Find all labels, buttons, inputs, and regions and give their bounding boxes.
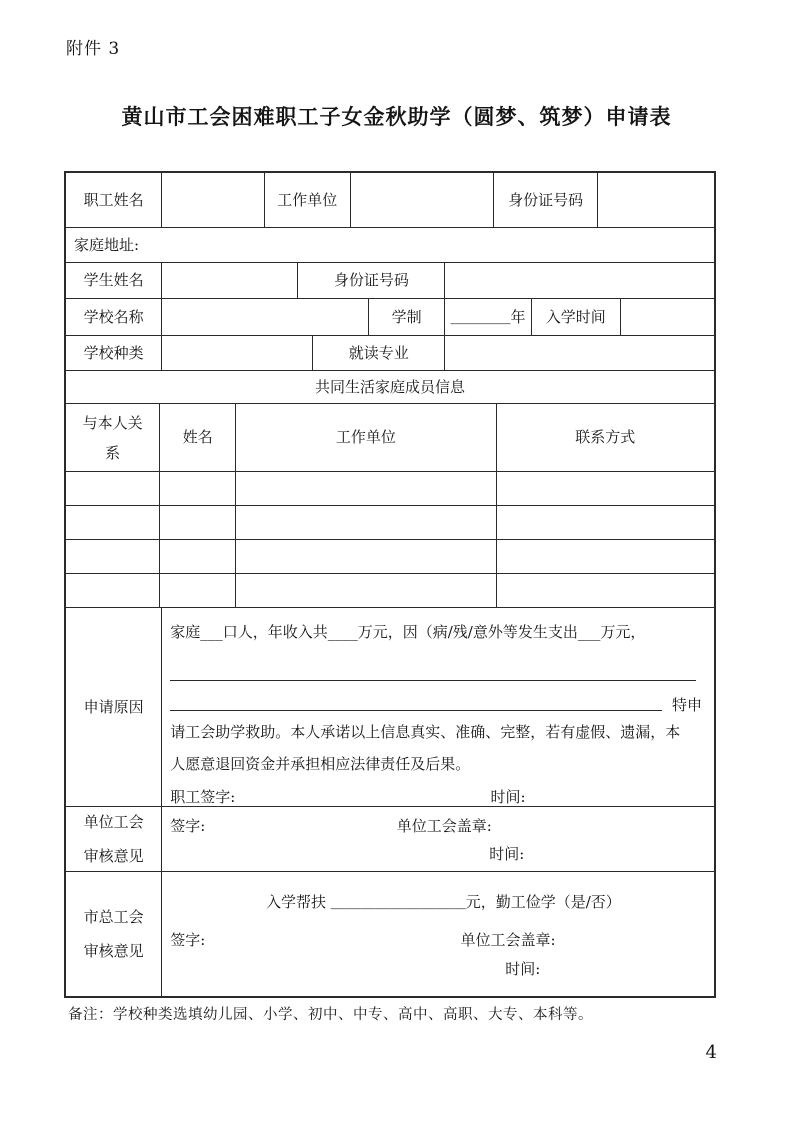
city-union-seal-label: 单位工会盖章:: [460, 931, 556, 949]
address-row: [66, 227, 714, 262]
family-empty-cell: [235, 574, 495, 607]
worker-id-label: 身份证号码: [493, 173, 597, 227]
family-empty-cell: [496, 574, 714, 607]
application-form-table: [64, 171, 716, 998]
family-empty-cell: [66, 472, 159, 505]
page-title: 黄山市工会困难职工子女金秋助学（圆梦、筑梦）申请表: [121, 104, 672, 129]
work-unit-label: 工作单位: [264, 173, 350, 227]
reason-time-label: 时间:: [490, 788, 526, 806]
attachment-label: 附件 3: [66, 39, 121, 59]
reason-line4: 请工会助学救助。本人承诺以上信息真实、准确、完整，若有虚假、遗漏，本: [170, 723, 681, 741]
family-empty-row: [66, 573, 714, 607]
family-section-title-row: [66, 370, 714, 403]
family-empty-cell: [159, 506, 235, 539]
family-empty-row: [66, 471, 714, 505]
family-empty-cell: [235, 472, 495, 505]
worker-signature-label: 职工签字:: [170, 788, 236, 806]
reason-blank-line-2: [170, 710, 662, 711]
family-empty-cell: [159, 472, 235, 505]
reason-line3-suffix: 特申: [671, 695, 702, 714]
unit-union-sign-line: [170, 811, 702, 841]
reason-suffix-line: [170, 681, 702, 716]
unit-union-label: 单位工会审核意见: [83, 813, 144, 865]
family-section-title: 共同生活家庭成员信息: [314, 377, 465, 396]
family-col-relation: 与本人关系: [82, 413, 143, 462]
worker-row: [66, 173, 714, 227]
family-empty-cell: [235, 540, 495, 573]
city-union-label: 市总工会审核意见: [83, 908, 144, 960]
student-id-field: [444, 263, 714, 298]
city-union-row: [66, 871, 714, 996]
family-empty-cell: [496, 540, 714, 573]
school-name-field: [161, 299, 368, 335]
reason-sign-row: [170, 780, 702, 806]
reason-label: 申请原因: [83, 697, 144, 716]
worker-name-label: 职工姓名: [83, 190, 144, 209]
student-row: [66, 262, 714, 298]
home-address-label: 家庭地址:: [74, 235, 140, 254]
school-name-label: 学校名称: [83, 307, 144, 326]
unit-union-signature-label: 签字:: [170, 817, 206, 835]
school-row: [66, 298, 714, 335]
family-empty-cell: [66, 506, 159, 539]
school-length-field: ＿＿＿＿年: [444, 299, 530, 335]
reason-content: [161, 608, 714, 806]
family-col-unit: 工作单位: [235, 404, 495, 471]
student-name-label: 学生姓名: [83, 271, 144, 290]
major-label: 就读专业: [312, 336, 444, 370]
enroll-time-label: 入学时间: [531, 299, 620, 335]
school-type-label: 学校种类: [83, 343, 144, 362]
family-header-row: [66, 403, 714, 471]
family-empty-cell: [66, 574, 159, 607]
work-unit-field: [350, 173, 493, 227]
family-empty-row: [66, 539, 714, 573]
city-union-sign-line: [170, 924, 702, 956]
reason-row: [66, 607, 714, 806]
school-type-field: [161, 336, 312, 370]
family-empty-cell: [496, 506, 714, 539]
student-name-field: [161, 263, 297, 298]
reason-line1: 家庭___口人，年收入共____万元，因（病/残/意外等发生支出___万元，: [170, 623, 646, 641]
family-empty-row: [66, 505, 714, 539]
unit-union-time-label: 时间:: [489, 845, 525, 863]
family-col-name: 姓名: [159, 404, 235, 471]
family-empty-cell: [66, 540, 159, 573]
unit-union-seal-label: 单位工会盖章:: [396, 817, 492, 835]
page-number: 4: [705, 1042, 717, 1063]
school-type-row: [66, 335, 714, 370]
family-empty-rows: [66, 471, 714, 607]
student-id-label: 身份证号码: [297, 263, 444, 298]
family-empty-cell: [159, 574, 235, 607]
family-empty-cell: [496, 472, 714, 505]
worker-name-field: [161, 173, 263, 227]
city-union-time-label: 时间:: [505, 960, 541, 978]
city-union-aid-line: 入学帮扶 ＿＿＿＿＿＿＿＿＿元，勤工俭学（是/否）: [265, 893, 621, 911]
family-empty-cell: [235, 506, 495, 539]
major-field: [444, 336, 714, 370]
unit-union-row: [66, 806, 714, 871]
unit-union-content: [161, 807, 714, 871]
reason-line5: 人愿意退回资金并承担相应法律责任及后果。: [170, 755, 471, 773]
school-length-label: 学制: [368, 299, 444, 335]
footer-note: 备注：学校种类选填幼儿园、小学、初中、中专、高中、高职、大专、本科等。: [68, 1007, 593, 1023]
family-col-contact: 联系方式: [496, 404, 714, 471]
worker-id-field: [597, 173, 714, 227]
reason-blank-line: [170, 648, 696, 681]
city-union-content: [161, 872, 714, 996]
city-union-signature-label: 签字:: [170, 931, 206, 949]
enroll-time-field: [620, 299, 714, 335]
family-empty-cell: [159, 540, 235, 573]
